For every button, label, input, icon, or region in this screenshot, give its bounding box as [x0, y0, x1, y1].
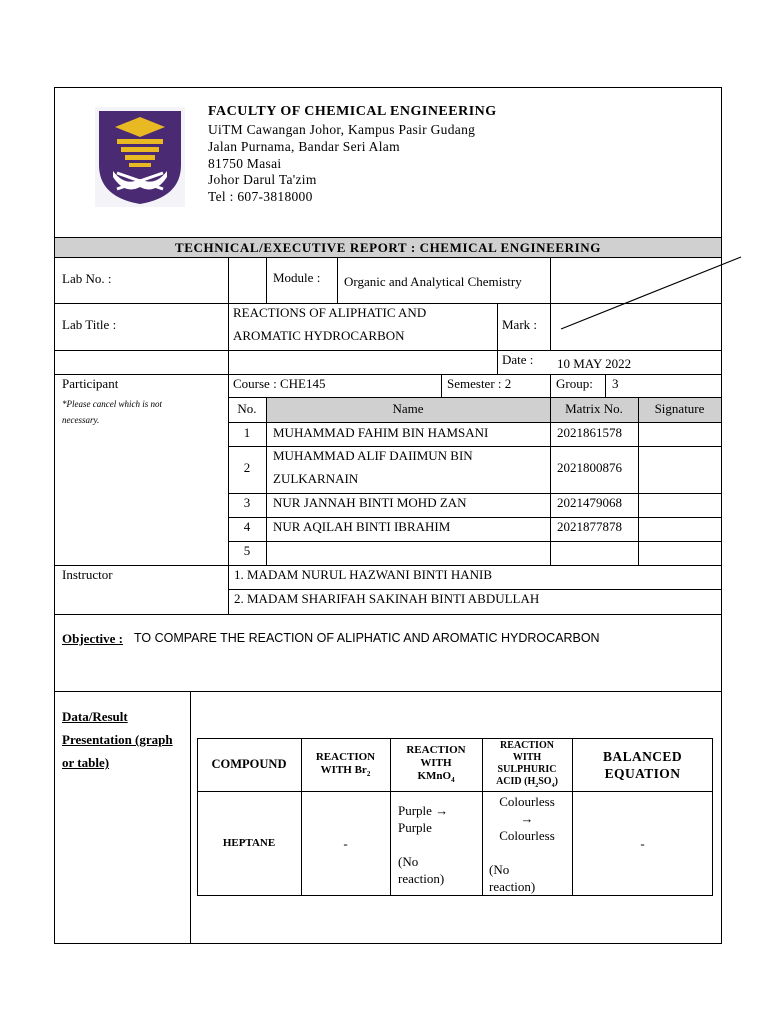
group-label: Group: — [556, 376, 593, 391]
lab-title-value: AROMATIC HYDROCARBON — [233, 328, 405, 343]
row-h2so4: → — [520, 811, 534, 826]
participant-no: 5 — [243, 543, 251, 558]
faculty-name: FACULTY OF CHEMICAL ENGINEERING — [208, 104, 497, 119]
participant-name: MUHAMMAD FAHIM BIN HAMSANI — [273, 425, 489, 440]
row-kmno4: Purple — [398, 820, 432, 835]
faculty-address-line: Jalan Purnama, Bandar Seri Alam — [208, 139, 400, 154]
instructor-name: 2. MADAM SHARIFAH SAKINAH BINTI ABDULLAH — [234, 591, 540, 606]
data-label: or table) — [62, 755, 110, 770]
row-kmno4: Purple → — [398, 803, 449, 818]
participant-matrix: 2021800876 — [557, 460, 622, 475]
date-value: 10 MAY 2022 — [557, 356, 632, 371]
participant-note: *Please cancel which is not — [62, 399, 162, 409]
row-compound: HEPTANE — [222, 837, 276, 849]
lab-no-label: Lab No. : — [62, 271, 112, 286]
participant-no: 1 — [243, 425, 251, 440]
row-h2so4: Colourless — [499, 828, 555, 843]
header-br2: REACTION WITH $Br_2$ — [315, 751, 376, 779]
uitm-logo — [95, 107, 185, 207]
participant-name: MUHAMMAD ALIF DAIIMUN BIN — [273, 448, 473, 463]
col-matrix-header: Matrix No. — [565, 401, 623, 416]
participant-no: 4 — [243, 519, 251, 534]
row-h2so4: (No — [489, 862, 510, 877]
data-label: Presentation (graph — [62, 732, 173, 747]
header-balanced: BALANCED EQUATION — [603, 749, 682, 781]
col-name-header: Name — [392, 401, 424, 416]
participant-name: NUR AQILAH BINTI IBRAHIM — [273, 519, 451, 534]
faculty-tel: Tel : 607-3818000 — [208, 189, 313, 204]
participant-name: NUR JANNAH BINTI MOHD ZAN — [273, 495, 467, 510]
participant-no: 3 — [243, 495, 251, 510]
row-kmno4: reaction) — [398, 871, 445, 886]
module-value: Organic and Analytical Chemistry — [344, 274, 522, 289]
lab-title-value: REACTIONS OF ALIPHATIC AND — [233, 305, 427, 320]
semester-value: Semester : 2 — [447, 376, 512, 391]
faculty-address-line: Johor Darul Ta'zim — [208, 172, 317, 187]
participant-matrix: 2021861578 — [557, 425, 622, 440]
mark-strike-line — [555, 252, 745, 334]
participant-note: necessary. — [62, 415, 100, 425]
col-signature-header: Signature — [654, 401, 705, 416]
header-h2so4: REACTION WITH SULPHURIC ACID $(H_2SO_4)$ — [496, 740, 558, 789]
row-kmno4: (No — [398, 854, 419, 869]
instructor-label: Instructor — [62, 567, 113, 582]
course-value: Course : CHE145 — [233, 376, 326, 391]
row-h2so4: Colourless — [499, 794, 555, 809]
faculty-address-line: UiTM Cawangan Johor, Kampus Pasir Gudang — [208, 122, 476, 137]
participant-matrix: 2021877878 — [557, 519, 622, 534]
header-kmno4: REACTION WITH KMnO$_4$ — [406, 744, 466, 785]
report-title: TECHNICAL/EXECUTIVE REPORT : CHEMICAL ENGINEERING — [175, 240, 601, 255]
row-balanced: - — [640, 836, 645, 851]
instructor-name: 1. MADAM NURUL HAZWANI BINTI HANIB — [234, 567, 493, 582]
row-br2: - — [343, 836, 348, 851]
participant-no: 2 — [243, 460, 251, 475]
objective-label: Objective : — [62, 631, 124, 646]
participant-matrix: 2021479068 — [557, 495, 622, 510]
col-no-header: No. — [237, 401, 257, 416]
lab-title-label: Lab Title : — [62, 317, 117, 332]
participant-label: Participant — [62, 376, 119, 391]
row-h2so4: reaction) — [489, 879, 536, 894]
header-compound: COMPOUND — [211, 757, 287, 771]
data-label: Data/Result — [62, 709, 128, 724]
objective-text: TO COMPARE THE REACTION OF ALIPHATIC AND AROMATIC HYDROCARBON — [134, 631, 600, 645]
faculty-address-line: 81750 Masai — [208, 156, 282, 171]
date-label: Date : — [502, 352, 534, 367]
module-label: Module : — [273, 270, 321, 285]
group-value: 3 — [612, 376, 619, 391]
participant-name: ZULKARNAIN — [273, 471, 359, 486]
mark-label: Mark : — [502, 317, 538, 332]
